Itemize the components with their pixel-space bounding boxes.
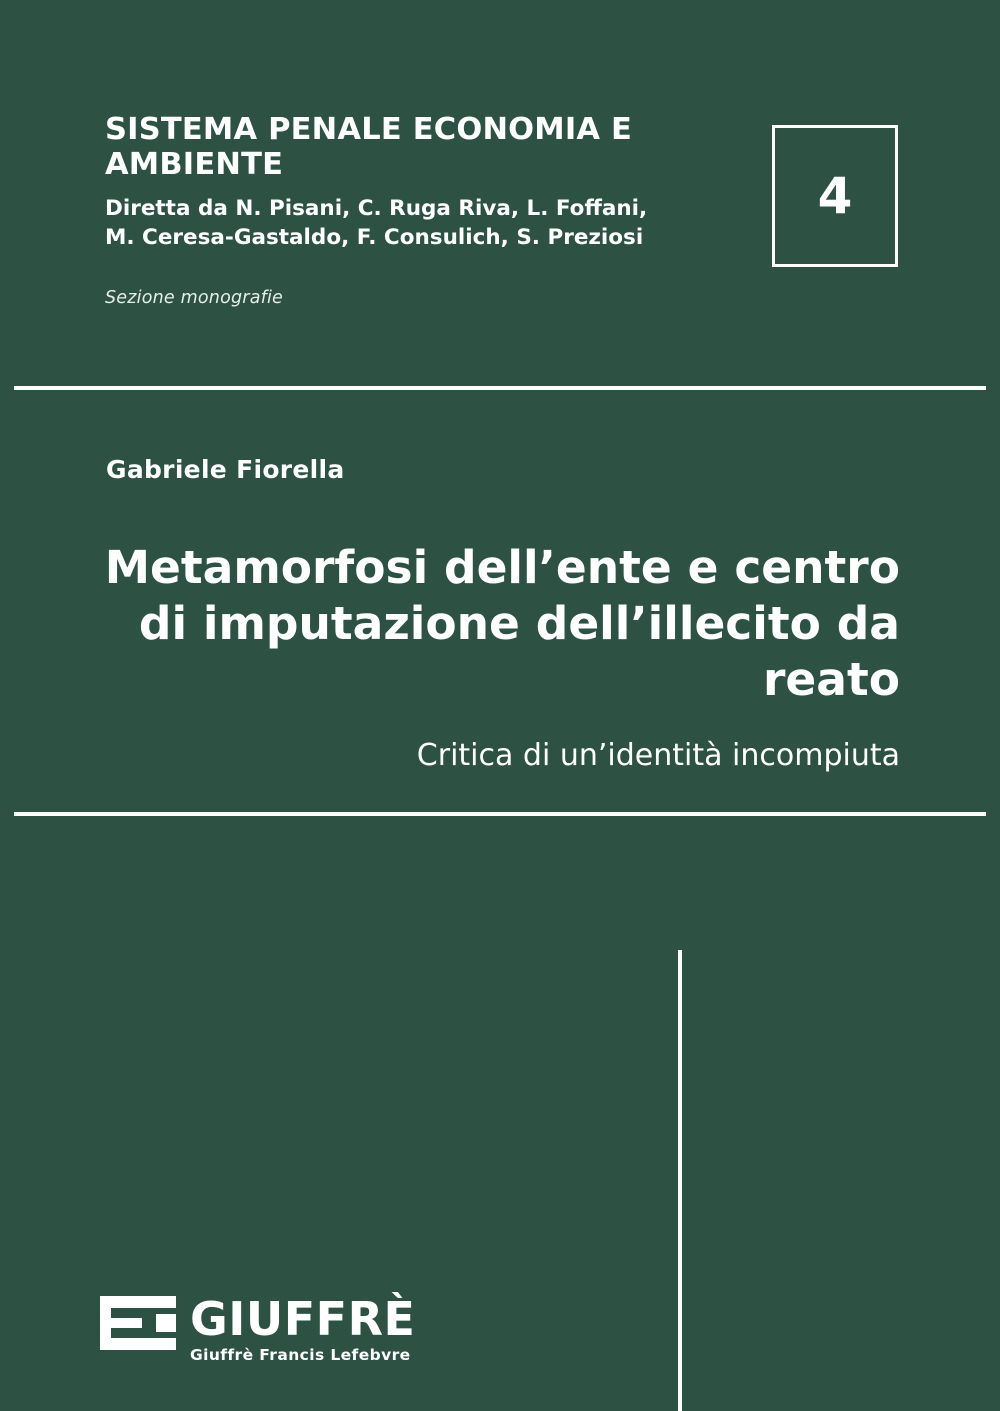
volume-number: 4 [817,167,853,225]
book-title [60,540,900,708]
book-subtitle: Critica di un’identità incompiuta [416,737,900,773]
divider-top [14,386,986,390]
author-name: Gabriele Fiorella [106,455,345,484]
series-block [105,112,765,308]
series-editors-line-2: M. Ceresa-Gastaldo, F. Consulich, S. Preziosi [105,225,644,251]
vertical-accent-line [678,950,682,1411]
giuffre-mark-icon [100,1296,176,1360]
publisher-name: GIUFFRÈ [190,1292,416,1346]
series-title: SISTEMA PENALE ECONOMIA E AMBIENTE [105,112,633,183]
book-title-line-1: Metamorfosi dell’ente e centro [104,541,900,594]
divider-bottom [14,812,986,816]
publisher-logo-text [190,1292,416,1364]
publisher-logo [100,1292,416,1364]
publisher-tagline: Giuffrè Francis Lefebvre [190,1346,411,1364]
series-editors-line-1: Diretta da N. Pisani, C. Ruga Riva, L. Foffani, [105,196,648,222]
series-section-label: Sezione monografie [105,288,284,309]
series-editors [105,194,765,252]
book-title-line-2: di imputazione dell’illecito da reato [138,596,900,706]
volume-number-box [772,125,898,267]
title-block [60,540,900,773]
